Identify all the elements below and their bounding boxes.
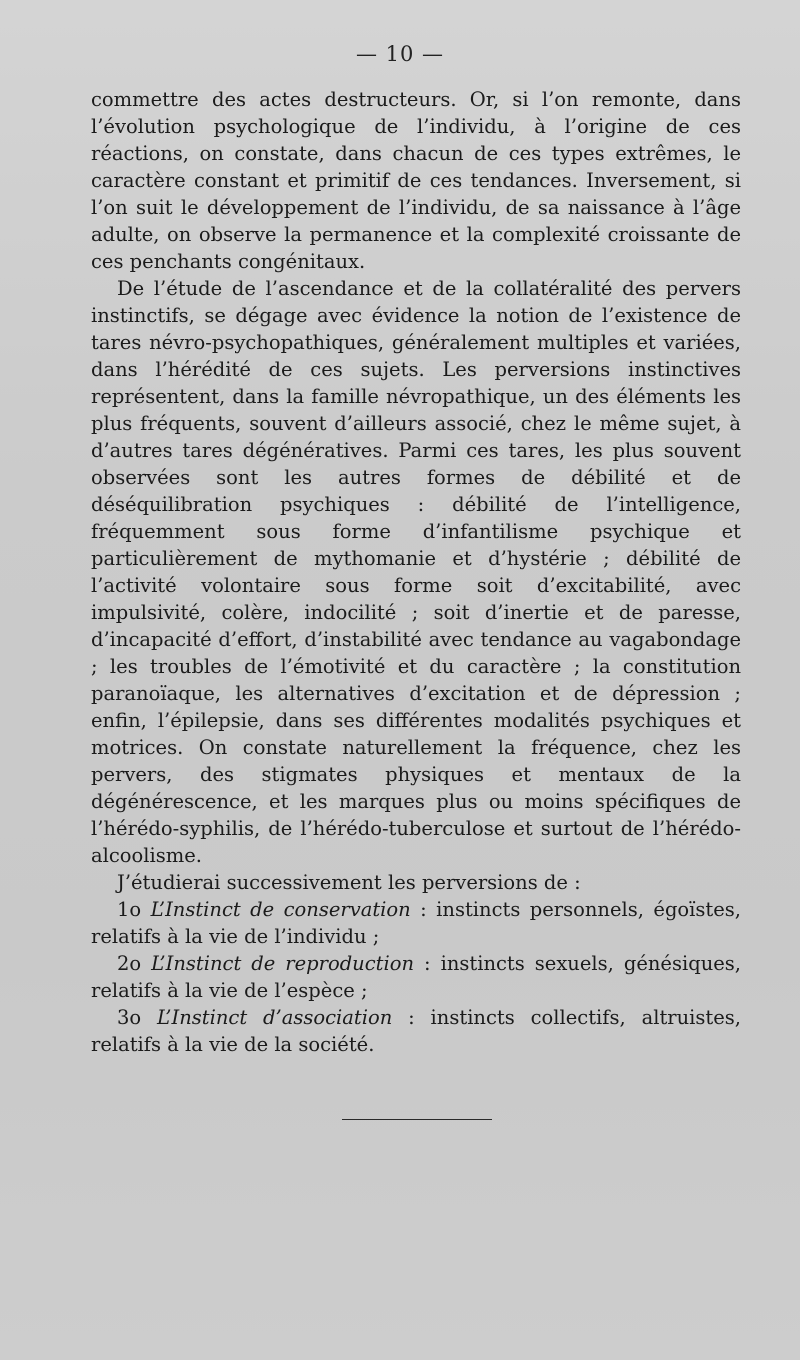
section-rule [342, 1119, 492, 1120]
list-item-3 [91, 1004, 741, 1058]
paragraph-1: commettre des actes destructeurs. Or, si l’on remonte, dans l’évolution psychologique de l’individu, à l’origine de ces réactions, on constate, dans chacun de ces types extrêmes, le caractère constant et primitif de ces tendances. Inversement, si l’on suit le développement de l’individu, de sa naissance à l’âge adulte, on observe la permanence et la complexité croissante de ces penchants congénitaux. [91, 88, 741, 273]
list-item-text: : instincts personnels, égoïstes, relatifs à la vie de l’individu ; [91, 898, 741, 948]
list-item-title: L’Instinct de reproduction [151, 952, 415, 975]
list-item-text: : instincts collectifs, altruistes, relatifs à la vie de la société. [91, 1006, 741, 1056]
list-item-number: 1o [117, 898, 142, 921]
paragraph-2: De l’étude de l’ascendance et de la collatéralité des pervers instinctifs, se dégage avec évidence la notion de l’existence de tares névro-psychopathiques, généralement multiples et variées, dans l’hérédité de ces sujets. Les perversions instinctives représentent, dans la famille névropathique, un des éléments les plus fréquents, souvent d’ailleurs associé, chez le même sujet, à d’autres tares dégénératives. Parmi ces tares, les plus souvent observées sont les autres formes de débilité et de déséquilibration psychiques : débilité de l’intelligence, fréquemment sous forme d’infantilisme psychique et particulièrement de mythomanie et d’hystérie ; débilité de l’activité volontaire sous forme soit d’excitabilité, avec impulsivité, colère, indocilité ; soit d’inertie et de paresse, d’incapacité d’effort, d’instabilité avec tendance au vagabondage ; les troubles de l’émotivité et du caractère ; la constitution paranoïaque, les alternatives d’excitation et de dépression ; enfin, l’épilepsie, dans ses différentes modalités psychiques et motrices. On constate naturellement la fréquence, chez les pervers, des stigmates physiques et mentaux de la dégénérescence, et les marques plus ou moins spécifiques de l’hérédo-syphilis, de l’hérédo-tuberculose et surtout de l’hérédo-alcoolisme. [91, 277, 741, 867]
paragraph-3: J’étudierai successivement les perversions de : [117, 871, 581, 894]
list-item-text: : instincts sexuels, génésiques, relatifs à la vie de l’espèce ; [91, 952, 741, 1002]
list-item-number: 2o [117, 952, 142, 975]
list-item-1 [91, 896, 741, 950]
page-number: — 10 — [355, 42, 445, 66]
list-item-title: L’Instinct de conservation [150, 898, 411, 921]
list-item-2 [91, 950, 741, 1004]
list-item-title: L’Instinct d’association [157, 1006, 393, 1029]
body-text [91, 86, 741, 1058]
list-item-number: 3o [117, 1006, 142, 1029]
